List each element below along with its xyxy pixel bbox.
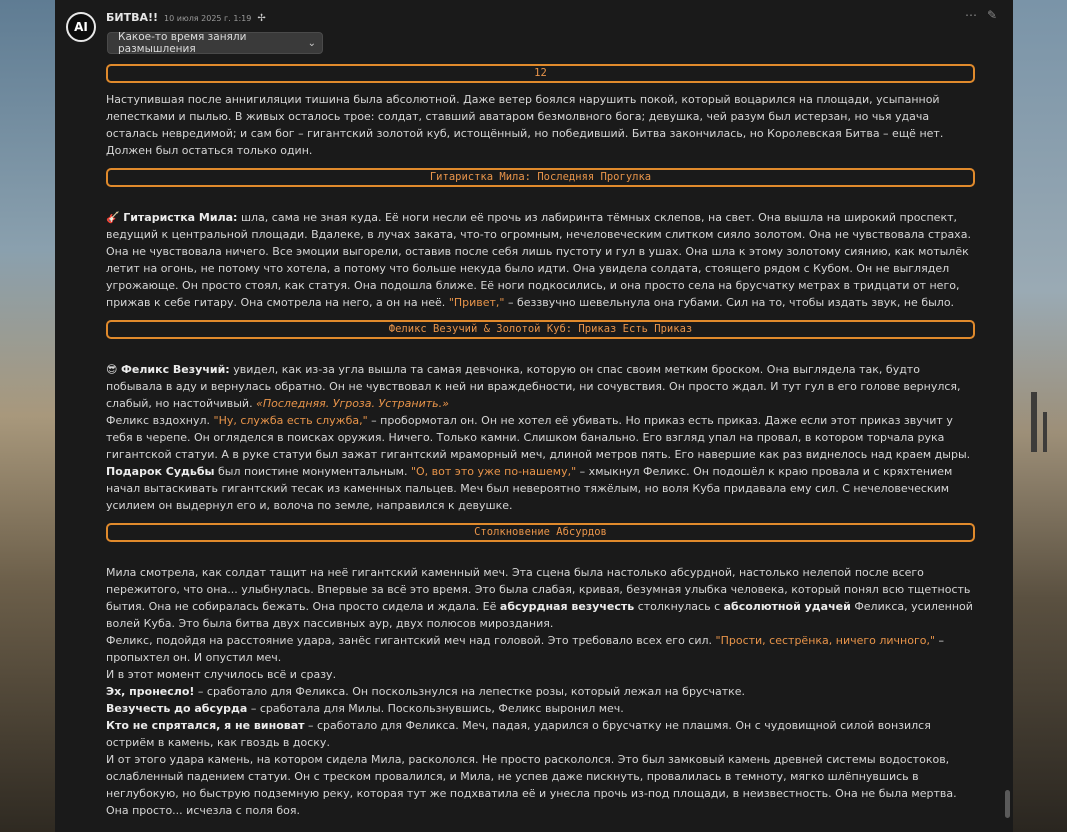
section-banner: Гитаристка Мила: Последняя Прогулка bbox=[106, 168, 975, 187]
paragraph: 🎸 Гитаристка Мила: шла, сама не зная куда. Её ноги несли её прочь из лабиринта тёмных склепов, на свет. Она вышла на широкий проспект, ведущий к центральной площади. Вдалеке, в лучах заката, что-то огромным, нечеловеческим слитком сияло золотом. Она не чувствовала страха. Она не чувствовала ничего. Все эмоции выгорели, оставив после себя лишь пустоту и гул в ушах. Она шла к этому золотому сиянию, как мотылёк летит на огонь, не потому что хотела, а потому что больше некуда было идти. Она увидела солдата, стоящего рядом с Кубом. Он не выглядел угрожающе. Он просто стоял, как статуя. Она подошла ближе. Её ноги подкосились, и она просто села на брусчатку метрах в тридцати от него, прижав к себе гитару. Она смотрела на него, а он на неё. "Привет," – беззвучно шевельнула она губами. Сил на то, чтобы издать звук, не было. bbox=[106, 211, 971, 309]
paragraph: 😎 Феликс Везучий: увидел, как из-за угла вышла та самая девчонка, которую он спас своим метким броском. Она выглядела так, будто побывала в аду и вернулась обратно. Он не чувствовал к ней ни враждебности, ни сочувствия. Он просто ждал. И тут гул в его голове вернулся, слабый, но настойчивый. «Последняя. Угроза. Устранить.» bbox=[106, 363, 961, 410]
section-banner: 12 bbox=[106, 64, 975, 83]
timestamp: 10 июля 2025 г. 1:19 bbox=[164, 14, 252, 23]
list-item: Везучесть до абсурда – сработала для Милы. Поскользнувшись, Феликс выронил меч. bbox=[106, 702, 624, 715]
bold-term: Подарок Судьбы bbox=[106, 465, 215, 478]
message-content bbox=[106, 64, 975, 819]
thinking-toggle-button[interactable] bbox=[107, 32, 323, 54]
sunglasses-icon: 😎 bbox=[106, 363, 118, 376]
character-name: Гитаристка Мила: bbox=[123, 211, 238, 224]
list-item: Кто не спрятался, я не виноват – сработало для Феликса. Меч, падая, ударился о брусчатку не плашмя. Он с чудовищной силой вонзился остриём в камень, как гвоздь в доску. bbox=[106, 719, 931, 749]
background-left bbox=[0, 0, 55, 832]
background-right bbox=[1013, 0, 1067, 832]
pin-icon: ✢ bbox=[257, 13, 266, 24]
distant-tower bbox=[1031, 392, 1037, 452]
chat-panel bbox=[55, 0, 1013, 832]
paragraph: Феликс, подойдя на расстояние удара, занёс гигантский меч над головой. Это требовало всех его сил. "Прости, сестрёнка, ничего личного," – пропыхтел он. И опустил меч. bbox=[106, 634, 945, 664]
paragraph: Феликс вздохнул. "Ну, служба есть служба," – пробормотал он. Он не хотел её убивать. Но приказ есть приказ. Даже если этот приказ звучит у тебя в черепе. Он огляделся в поисках оружия. Ничего. Только камни. Слишком банально. Его взгляд упал на провал, в котором торчала рука гигантской статуи. А в руке статуи был зажат гигантский мраморный меч, длиной метров пять. Его навершие как раз виднелось над краем дыры. Подарок Судьбы был поистине монументальным. "О, вот это уже по-нашему," – хмыкнул Феликс. Он подошёл к краю провала и с кряхтением начал вытаскивать гигантский тесак из каменных пальцев. Меч был невероятно тяжёлым, но воля Куба придавала ему сил. С нечеловеческим усилием он выдернул его и, волоча по земле, направился к девушке. bbox=[106, 414, 971, 512]
paragraph: И от этого удара камень, на котором сидела Мила, раскололся. Не просто раскололся. Это был замковый камень древней системы водостоков, ослабленный падением статуи. Он с треском провалился, и Мила, не успев даже пискнуть, провалилась в темноту, мягко шлёпнувшись в неглубокую, но быструю подземную реку, которая тут же подхватила её и унесла прочь из-под площади, в неизвестность. Она не была мертва. Она просто... исчезла с поля боя. bbox=[106, 753, 957, 817]
chevron-down-icon: ⌄ bbox=[307, 37, 316, 49]
thinking-label: Какое-то время заняли размышления bbox=[118, 31, 247, 55]
dialogue-quote: "Привет," bbox=[448, 296, 505, 309]
dialogue-quote: "Ну, служба есть служба," bbox=[213, 414, 368, 427]
list-item: Эх, пронесло! – сработало для Феликса. Он поскользнулся на лепестке розы, который лежал на брусчатке. bbox=[106, 685, 746, 698]
inner-voice: «Последняя. Угроза. Устранить.» bbox=[256, 397, 449, 410]
more-icon[interactable]: ⋯ bbox=[964, 8, 977, 22]
author-name: БИТВА!! bbox=[106, 11, 159, 24]
message-actions bbox=[965, 8, 997, 22]
paragraph: Мила смотрела, как солдат тащит на неё гигантский каменный меч. Эта сцена была настолько абсурдной, настолько нелепой после всего пережитого, что она... улыбнулась. Впервые за всё это время. Это была слабая, кривая, безумная улыбка человека, который понял всю тщетность бытия. Она не собиралась бежать. Она просто сидела и ждала. Её абсурдная везучесть столкнулась с абсолютной удачей Феликса, усиленной волей Куба. Это была битва двух пассивных аур, двух полюсов мироздания. bbox=[106, 566, 973, 630]
message-header bbox=[106, 11, 266, 24]
pencil-icon[interactable]: ✎ bbox=[986, 8, 997, 22]
distant-tower bbox=[1043, 412, 1047, 452]
dialogue-quote: "О, вот это уже по-нашему," bbox=[410, 465, 577, 478]
avatar[interactable]: AI bbox=[66, 12, 96, 42]
section-banner: Феликс Везучий & Золотой Куб: Приказ Есть Приказ bbox=[106, 320, 975, 339]
dialogue-quote: "Прости, сестрёнка, ничего личного," bbox=[715, 634, 936, 647]
scrollbar[interactable] bbox=[1005, 790, 1010, 818]
section-banner: Столкновение Абсурдов bbox=[106, 523, 975, 542]
paragraph: И в этот момент случилось всё и сразу. bbox=[106, 668, 337, 681]
character-name: Феликс Везучий: bbox=[120, 363, 230, 376]
guitar-icon: 🎸 bbox=[106, 211, 120, 224]
paragraph: Наступившая после аннигиляции тишина была абсолютной. Даже ветер боялся нарушить покой, который воцарился на площади, усыпанной лепестками и пылью. В живых осталось трое: солдат, ставший аватаром безмолвного бога; девушка, чей разум был истерзан, но чья удача осталась невредимой; и сам бог – гигантский золотой куб, истощённый, но победивший. Битва закончилась, но Королевская Битва – ещё нет. Должен был остаться только один. bbox=[106, 93, 944, 157]
